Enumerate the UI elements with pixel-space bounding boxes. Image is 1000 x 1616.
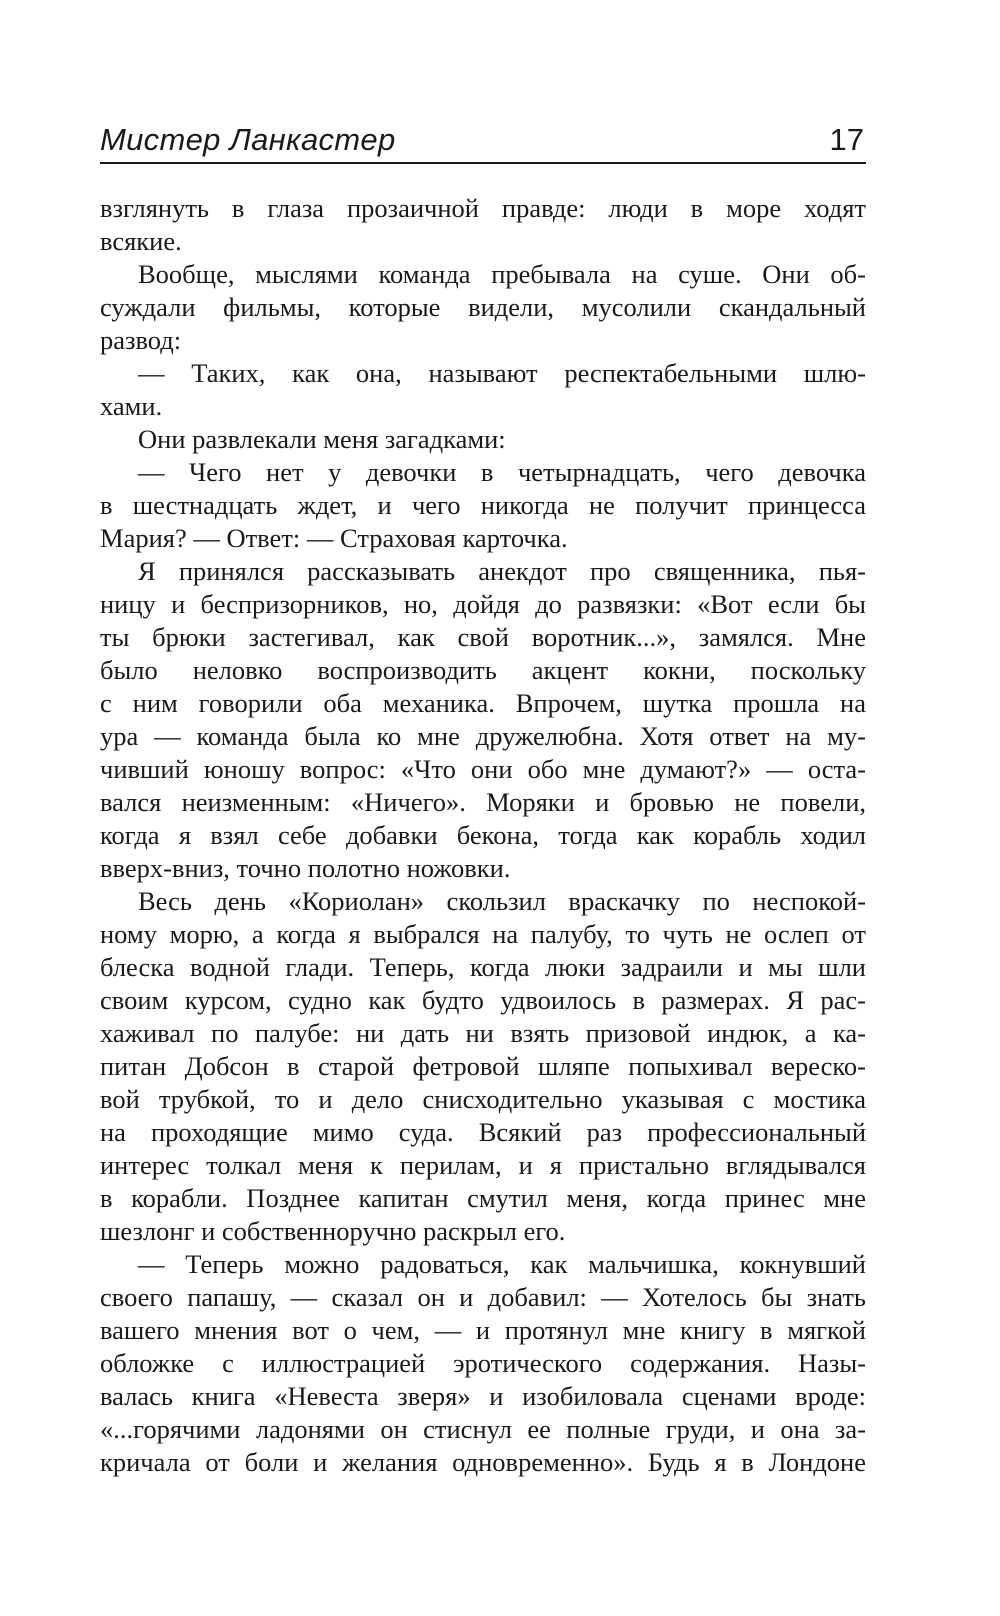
text-line: питан Добсон в старой фетровой шляпе попыхивал вереско- (100, 1051, 866, 1081)
text-line: было неловко воспроизводить акцент кокни, поскольку (100, 655, 866, 685)
text-line: вашего мнения вот о чем, — и протянул мне книгу в мягкой (100, 1315, 866, 1345)
body-text (100, 192, 866, 1479)
book-page (100, 110, 866, 1479)
text-line: Весь день «Кориолан» скользил враскачку по неспокой- (138, 886, 866, 916)
text-line: ницу и беспризорников, но, дойдя до развязки: «Вот если бы (100, 589, 866, 619)
text-line: на проходящие мимо суда. Всякий раз профессиональный (100, 1117, 866, 1147)
text-line: с ним говорили оба механика. Впрочем, шутка прошла на (100, 688, 866, 718)
text-line: валась книга «Невеста зверя» и изобиловала сценами вроде: (100, 1381, 866, 1411)
text-line: развод: (100, 325, 182, 355)
text-line: — Чего нет у девочки в четырнадцать, чего девочка (138, 457, 866, 487)
text-line: вверх-вниз, точно полотно ножовки. (100, 853, 511, 883)
text-line: Я принялся рассказывать анекдот про священника, пья- (138, 556, 866, 586)
text-line: обложке с иллюстрацией эротического содержания. Назы- (100, 1348, 866, 1378)
text-line: суждали фильмы, которые видели, мусолили скандальный (100, 292, 866, 322)
text-line: в корабли. Позднее капитан смутил меня, когда принес мне (100, 1183, 866, 1213)
text-line: когда я взял себе добавки бекона, тогда как корабль ходил (100, 820, 866, 850)
page-number: 17 (829, 122, 864, 157)
text-line: чивший юношу вопрос: «Что они обо мне думают?» — оста- (100, 754, 866, 784)
text-line: вой трубкой, то и дело снисходительно указывая с мостика (100, 1084, 866, 1114)
text-line: кричала от боли и желания одновременно». Будь я в Лондоне (100, 1447, 866, 1477)
text-line: хами. (100, 391, 163, 421)
text-line: Мария? — Ответ: — Страховая карточка. (100, 523, 568, 553)
text-line: своим курсом, судно как будто удвоилось в размерах. Я рас- (100, 985, 866, 1015)
text-line: вался неизменным: «Ничего». Моряки и бровью не повели, (100, 787, 866, 817)
text-line: — Таких, как она, называют респектабельными шлю- (138, 358, 866, 388)
running-header (100, 110, 866, 164)
text-line: «...горячими ладонями он стиснул ее полные груди, и она за- (100, 1414, 866, 1444)
text-line: ты брюки застегивал, как свой воротник...», замялся. Мне (100, 622, 866, 652)
text-line: своего папашу, — сказал он и добавил: — Хотелось бы знать (100, 1282, 866, 1312)
text-line: шезлонг и собственноручно раскрыл его. (100, 1216, 566, 1246)
text-line: взглянуть в глаза прозаичной правде: люди в море ходят (100, 193, 866, 223)
text-line: хаживал по палубе: ни дать ни взять призовой индюк, а ка- (100, 1018, 866, 1048)
text-line: Вообще, мыслями команда пребывала на суше. Они об- (138, 259, 866, 289)
text-line: ному морю, а когда я выбрался на палубу, то чуть не ослеп от (100, 919, 866, 949)
text-line: интерес толкал меня к перилам, и я пристально вглядывался (100, 1150, 866, 1180)
text-line: в шестнадцать ждет, и чего никогда не получит принцесса (100, 490, 866, 520)
text-line: — Теперь можно радоваться, как мальчишка, кокнувший (138, 1249, 866, 1279)
running-title: Мистер Ланкастер (100, 122, 396, 157)
text-line: всякие. (100, 226, 182, 256)
text-line: Они развлекали меня загадками: (138, 424, 506, 454)
text-line: блеска водной глади. Теперь, когда люки задраили и мы шли (100, 952, 866, 982)
text-line: ура — команда была ко мне дружелюбна. Хотя ответ на му- (100, 721, 866, 751)
